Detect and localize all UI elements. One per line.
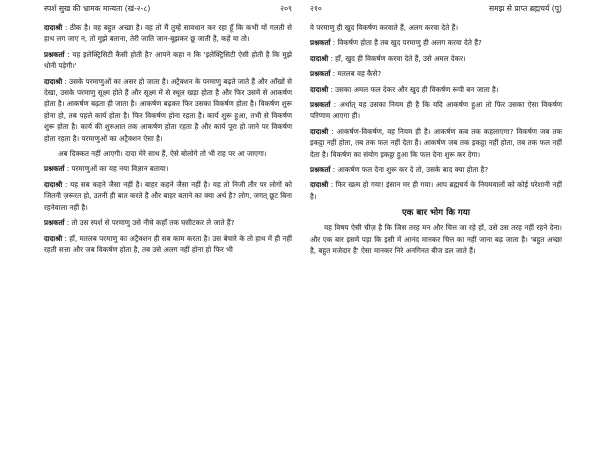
speaker-label: दादाश्री [310, 84, 329, 94]
speaker-label: प्रश्नकर्ता [310, 100, 331, 110]
speaker-label: दादाश्री [310, 180, 329, 190]
paragraph-text: : अर्थात् यह उसका नियम ही है कि यदि आकर्षण हुआ तो फिर उसका ऐसा विकर्षण परिणाम आएगा ही। [310, 100, 562, 121]
paragraph [310, 53, 562, 64]
paragraph [310, 99, 562, 122]
paragraph-text: : ठीक है। वह बहुत अच्छा है। वह तो मैं तुम्हें सावधान कर रहा हूँ कि कभी यों गलती से हाथ लग जाए न, तो मुझे बताना, तेरी जाति जान-बूझकर छू जाती है, कहें या तो। [44, 23, 292, 44]
right-page-header [310, 4, 562, 14]
paragraph [310, 222, 562, 256]
paragraph-text: : परमाणुओं का यह नया विज्ञान बताया। [64, 164, 169, 174]
paragraph [44, 163, 292, 174]
paragraph-text: : यह सब कहने जैसा नहीं है। बाहर कहने जैसा नहीं है। यह तो निजी तौर पर लोगों को जितनी ज़रूरत हो, उतनी ही बात करते हैं और बाहर बताने का क्या अर्थ है? लोग, जगत् छूट बिना रहनेवाला नहीं है। [44, 179, 292, 212]
paragraph-text: : हाँ, मतलब परमाणु का अट्रैक्शन ही सब काम करता है। उस बेचारे के तो हाथ में ही नहीं रहती सत्ता और जब विकर्षण होता है, तब उसे अलग नहीं होना हो फिर भी [44, 233, 292, 254]
paragraph-text: अब दिक्कत नहीं आएगी। दादा मेरे साथ हैं, ऐसे बोलोगे तो भी राह पर आ जाएगा। [58, 149, 267, 159]
section-heading: एक बार भोग कि गया [402, 208, 470, 219]
speaker-label: प्रश्नकर्ता [310, 165, 331, 175]
speaker-label: दादाश्री [44, 23, 63, 32]
paragraph-text: : हाँ, खुद ही विकर्षण करवा देते हैं, उसे अमल देकर। [328, 53, 466, 63]
paragraph [310, 164, 562, 175]
right-page [300, 0, 600, 460]
speaker-label: दादाश्री [44, 233, 63, 243]
paragraph [310, 22, 562, 33]
speaker-label: प्रश्नकर्ता [310, 38, 331, 48]
paragraph-text: : विकर्षण होता है तब खुद परमाणु ही अलग करवा देते हैं? [330, 38, 482, 48]
paragraph [310, 84, 562, 95]
paragraph-text: वे परमाणु ही खुद विकर्षण करवाते हैं, अलग करवा देते हैं। [310, 23, 459, 32]
left-page-number: २०९ [280, 4, 292, 13]
paragraph-text: : उसके परमाणुओं का असर हो जाता है। अट्रैक्शन के परमाणु बढ़ते जाते हैं और आँखों से देखा, उसके परमाणु सूक्ष्म होते हैं और सूक्ष्म में से स्थूल खड़ा होता है और फिर उसमें से आकर्षण होता है। आकर्षण बढ़ता ही जाता है। आकर्षण बढ़कर फिर उसका विकर्षण होता है। विकर्षण शुरू होना हो, तब पहले कार्य होता है। फिर विकर्षण होना रहता है। कार्य शुरू हुआ, तभी से विकर्षण शुरू होता है। कार्य की शुरुआत तक आकर्षण होता रहता है और कार्य पूरा हो जाने पर विकर्षण होता रहता है। परमाणुओं का अट्रैक्शन ऐसा है। [44, 76, 292, 143]
left-header-title: स्पर्श सुख की भ्रामक मान्यता (खं-२-८) [44, 4, 151, 13]
speaker-label: दादाश्री [44, 76, 63, 86]
paragraph [310, 68, 562, 79]
paragraph [44, 179, 292, 213]
paragraph-text: : आकर्षण फल देना शुरू कर दे तो, उसके बाद क्या होता है? [330, 165, 489, 175]
speaker-label: प्रश्नकर्ता [310, 69, 331, 79]
paragraph-text: : फिर खत्म हो गया! इंसान मर ही गया। आप ब्रह्मचर्य के नियमवालों को कोई परेशानी नहीं है। [310, 180, 562, 201]
right-header-title: समझ से प्राप्त ब्रह्मचर्य (पू) [488, 4, 562, 13]
paragraph [310, 37, 562, 48]
paragraph [310, 126, 562, 160]
paragraph [44, 22, 292, 45]
paragraph-text: : उसका अमल फल देकर और खुद ही विकर्षण रूपी बन जाता है। [328, 84, 499, 94]
paragraph [44, 233, 292, 256]
speaker-label: दादाश्री [44, 179, 63, 189]
paragraph [44, 76, 292, 144]
left-page-header [44, 4, 292, 14]
speaker-label: प्रश्नकर्ता [44, 164, 65, 174]
paragraph [44, 49, 292, 72]
paragraph [44, 148, 292, 159]
speaker-label: दादाश्री [310, 53, 329, 63]
paragraph-text: यह विषय ऐसी चीज़ है कि जिस तरह मन और चित्त जा रहे हों, उसे उस तरह नहीं रहने देना। और एक बार इसमें पड़ा कि इसी में आनंद मानकर चित्त का नहीं जाना बढ़ जाता है। 'बहुत अच्छा है, बहुत मजेदार है' ऐसा मानकर निरे अनगिनत बीज डल जाते हैं। [310, 223, 562, 256]
speaker-label: प्रश्नकर्ता [44, 49, 65, 59]
speaker-label: प्रश्नकर्ता [44, 218, 65, 228]
speaker-label: दादाश्री [310, 126, 329, 136]
paragraph [44, 217, 292, 228]
paragraph-text: : तो उस स्पर्श से परमाणु उसे नीचे कहाँ तक घसीटकर ले जाते हैं? [64, 218, 235, 228]
paragraph-text: : आकर्षण-विकर्षण, वह नियम ही है। आकर्षण कब तक कहलाएगा? विकर्षण जब तक इकट्ठा नहीं होता, तब तक फल नहीं देता है। आकर्षण जब तक इकट्ठा नहीं होता, तब तक फल नहीं देता है। विकर्षण का संयोग इकट्ठा हुआ कि फल देना शुरू कर देगा। [310, 126, 562, 159]
paragraph-text: : यह इलेक्ट्रिसिटी कैसी होती है? आपने कहा न कि 'इलेक्ट्रिसिटी ऐसी होती है कि मुझे धोनी पड़ेगी।' [44, 49, 292, 71]
paragraph [310, 179, 562, 202]
right-page-number: २१० [310, 4, 322, 13]
paragraph-text: : मतलब वह कैसे? [330, 69, 382, 79]
